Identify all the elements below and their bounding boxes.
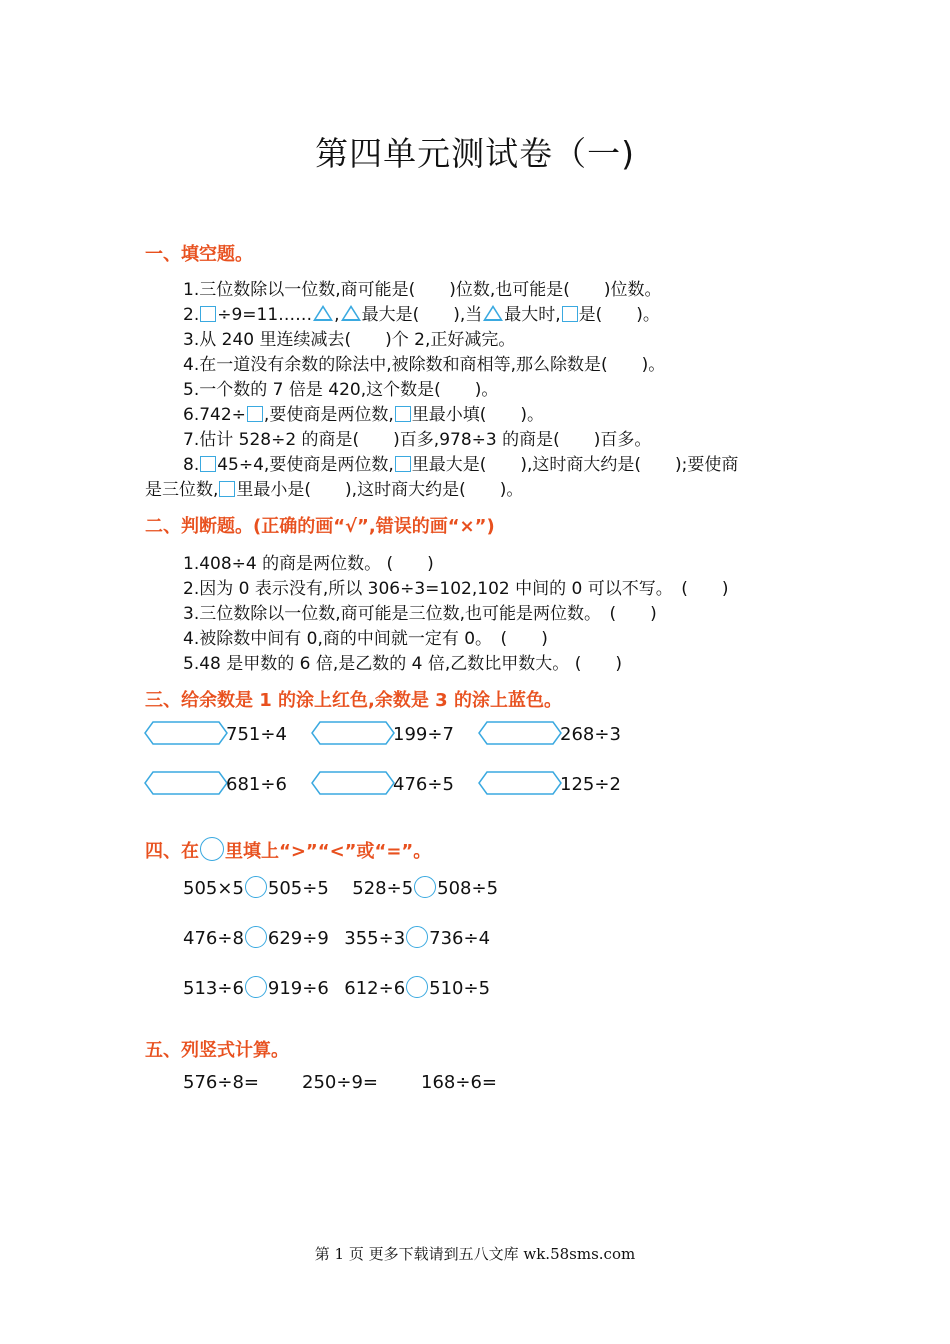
compare-row-2 [183,926,490,949]
compare-left: 612÷6 [344,978,406,999]
q1-6 [183,400,544,425]
q2-1: 1.408÷4 的商是两位数。 ( ) [183,554,434,574]
square-icon [395,406,411,422]
square-icon [562,306,578,322]
section4-heading-a: 四、在 [145,841,199,862]
hexagon-shape[interactable] [477,771,563,795]
compare-right: 736÷4 [429,928,491,949]
compare-circle[interactable] [245,876,267,898]
calc-3: 168÷6= [421,1072,497,1093]
hexagon-shape[interactable] [310,721,396,745]
compare-circle[interactable] [414,876,436,898]
square-icon [200,306,216,322]
square-icon [247,406,263,422]
q1-8-cont [145,475,523,500]
square-icon [395,456,411,472]
section1-heading: 一、填空题。 [145,244,253,265]
q1-1: 1.三位数除以一位数,商可能是( )位数,也可能是( )位数。 [183,280,662,300]
q2-2: 2.因为 0 表示没有,所以 306÷3=102,102 中间的 0 可以不写。 ( ) [183,579,729,599]
q1-8-text-c: 里最大是( ),这时商大约是( );要使商 [411,455,739,475]
q1-8 [183,450,738,475]
section3-heading: 三、给余数是 1 的涂上红色,余数是 3 的涂上蓝色。 [145,690,562,711]
q1-8-text-b: 45÷4,要使商是两位数, [217,455,394,475]
hexagon-shape[interactable] [143,771,229,795]
q2-5: 5.48 是甲数的 6 倍,是乙数的 4 倍,乙数比甲数大。 ( ) [183,654,622,674]
expr-476-5: 476÷5 [393,774,454,795]
compare-left: 355÷3 [344,928,406,949]
compare-circle[interactable] [406,926,428,948]
q1-8-num: 8. [183,455,200,475]
compare-row-3 [183,976,490,999]
q1-2-text-e: 最大时, [504,305,561,325]
section4-heading [145,837,431,863]
compare-left: 513÷6 [183,978,244,999]
square-icon [200,456,216,472]
hexagon-shape[interactable] [477,721,563,745]
q1-5: 5.一个数的 7 倍是 420,这个数是( )。 [183,380,499,400]
expr-268-3: 268÷3 [560,724,621,745]
compare-circle[interactable] [406,976,428,998]
q1-3: 3.从 240 里连续减去( )个 2,正好减完。 [183,330,516,350]
compare-circle[interactable] [245,926,267,948]
q1-2-text-c: , [334,305,340,325]
q1-6-text-a: 6.742÷ [183,405,246,425]
calc-1: 576÷8= [183,1072,259,1093]
section5-heading: 五、列竖式计算。 [145,1040,289,1061]
page-title: 第四单元测试卷（一) [315,134,635,173]
triangle-icon [313,305,333,321]
compare-row-1 [183,876,498,899]
expr-681-6: 681÷6 [226,774,287,795]
compare-left: 476÷8 [183,928,244,949]
q1-2-num: 2. [183,305,200,325]
section4-heading-b: 里填上“>”“<”或“=”。 [225,841,432,862]
q1-2-text-b: ÷9=11…… [217,305,313,325]
compare-right: 510÷5 [429,978,491,999]
q2-4: 4.被除数中间有 0,商的中间就一定有 0。 ( ) [183,629,548,649]
compare-right: 919÷6 [267,978,329,999]
expr-199-7: 199÷7 [393,724,454,745]
expr-125-2: 125÷2 [560,774,621,795]
q1-8-text-e: 里最小是( ),这时商大约是( )。 [236,480,524,500]
q2-3: 3.三位数除以一位数,商可能是三位数,也可能是两位数。 ( ) [183,604,657,624]
section2-heading: 二、判断题。(正确的画“√”,错误的画“×”) [145,516,495,537]
q1-2 [183,300,660,325]
expr-751-4: 751÷4 [226,724,287,745]
compare-right: 505÷5 [267,878,329,899]
q1-2-text-f: 是( )。 [578,305,660,325]
compare-left: 505×5 [183,878,244,899]
calc-2: 250÷9= [302,1072,378,1093]
hexagon-shape[interactable] [310,771,396,795]
q1-7: 7.估计 528÷2 的商是( )百多,978÷3 的商是( )百多。 [183,430,652,450]
hexagon-shape[interactable] [143,721,229,745]
circle-icon [200,837,224,861]
compare-right: 508÷5 [437,878,499,899]
q1-2-text-d: 最大是( ),当 [361,305,483,325]
triangle-icon [341,305,361,321]
square-icon [219,481,235,497]
q1-8-text-d: 是三位数, [145,480,219,500]
triangle-icon [483,305,503,321]
footer: 第 1 页 更多下载请到五八文库 wk.58sms.com [314,1245,636,1263]
compare-left: 528÷5 [352,878,414,899]
compare-right: 629÷9 [267,928,329,949]
compare-circle[interactable] [245,976,267,998]
q1-6-text-c: 里最小填( )。 [411,405,544,425]
q1-4: 4.在一道没有余数的除法中,被除数和商相等,那么除数是( )。 [183,355,666,375]
q1-6-text-b: ,要使商是两位数, [263,405,394,425]
